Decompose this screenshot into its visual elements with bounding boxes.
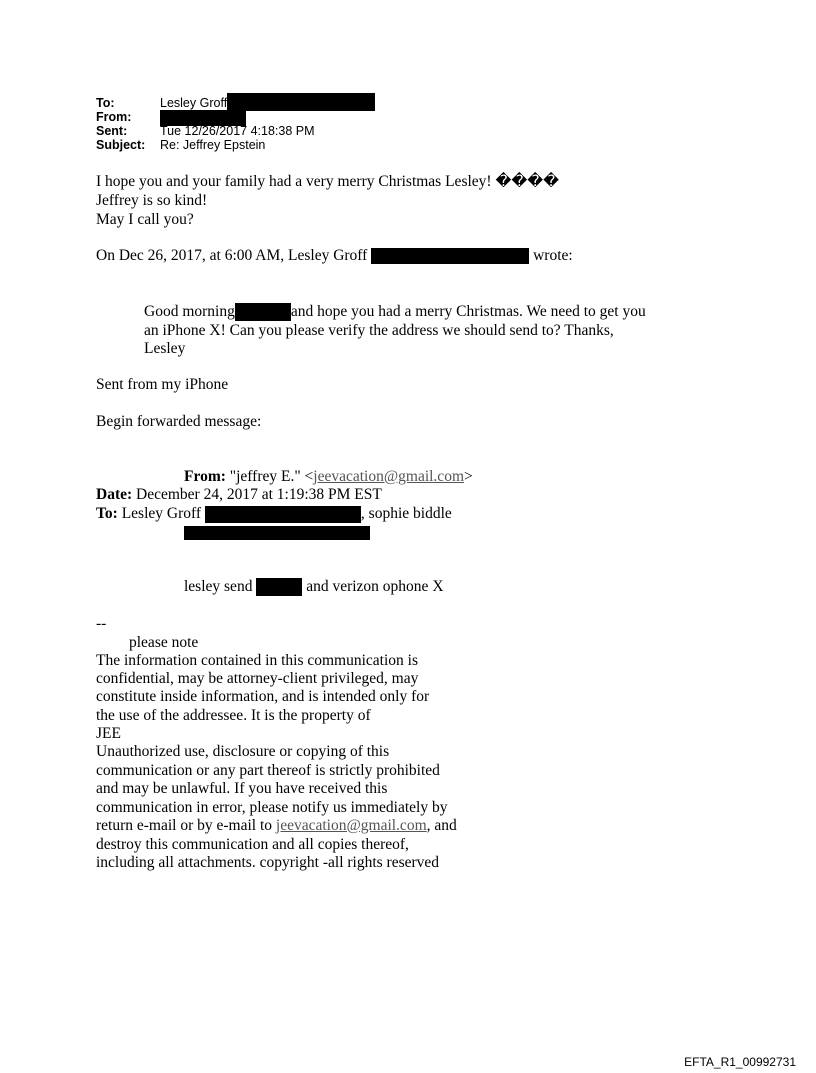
redaction-box — [184, 524, 370, 542]
body-line-2: Jeffrey is so kind! — [96, 192, 208, 209]
please-note: please note — [129, 634, 199, 651]
quote-line-3: Lesley — [144, 340, 186, 357]
forwarded-message: lesley send and verizon ophone X — [184, 578, 444, 595]
begin-forwarded-line: Begin forwarded message: — [96, 413, 262, 430]
disclaimer-line-8: and may be unlawful. If you have received this — [96, 780, 388, 797]
to-value: Lesley Groff — [160, 96, 375, 111]
forwarded-to-label: To: — [96, 505, 118, 522]
sent-value: Tue 12/26/2017 4:18:38 PM — [160, 124, 315, 138]
disclaimer-final-line: including all attachments. copyright -all rights reserved — [96, 854, 440, 871]
disclaimer-destroy-line: destroy this communication and all copies thereof, — [96, 836, 409, 853]
body-line-3: May I call you? — [96, 211, 194, 228]
subject-value: Re: Jeffrey Epstein — [160, 138, 266, 152]
redaction-box — [205, 506, 361, 523]
disclaimer-line-2: confidential, may be attorney-client privileged, may — [96, 670, 419, 687]
disclaimer-line-9: communication in error, please notify us immediately by — [96, 799, 448, 816]
disclaimer-line-7: communication or any part thereof is strictly prohibited — [96, 762, 440, 779]
redaction-box — [371, 248, 529, 264]
document-id: EFTA_R1_00992731 — [684, 1055, 796, 1069]
disclaimer-line-1: The information contained in this communication is — [96, 652, 418, 669]
quote-line-2: an iPhone X! Can you please verify the address we should send to? Thanks, — [144, 322, 614, 339]
to-label: To: — [96, 96, 115, 110]
signature-dashes: -- — [96, 615, 107, 632]
forwarded-from: From: "jeffrey E." <jeevacation@gmail.com> — [184, 468, 473, 485]
forwarded-date: Date: December 24, 2017 at 1:19:38 PM EST — [96, 486, 382, 503]
redaction-box — [256, 578, 302, 596]
quote-intro: On Dec 26, 2017, at 6:00 AM, Lesley Groff wrote: — [96, 247, 573, 264]
redaction-box — [235, 303, 291, 321]
disclaimer-line-5: JEE — [96, 725, 121, 742]
from-label: From: — [96, 110, 132, 124]
redaction-box — [227, 93, 375, 111]
forwarded-from-email-link[interactable]: jeevacation@gmail.com — [313, 468, 464, 485]
sent-label: Sent: — [96, 124, 128, 138]
quote-line-1: Good morning and hope you had a merry Christmas. We need to get you — [144, 303, 646, 320]
sent-from-line: Sent from my iPhone — [96, 376, 229, 393]
disclaimer-return-line: return e-mail or by e-mail to jeevacation@gmail.com, and — [96, 817, 457, 834]
disclaimer-line-3: constitute inside information, and is intended only for — [96, 688, 430, 705]
disclaimer-line-6: Unauthorized use, disclosure or copying of this — [96, 743, 390, 760]
disclaimer-line-4: the use of the addressee. It is the property of — [96, 707, 371, 724]
forwarded-date-label: Date: — [96, 486, 133, 503]
forwarded-from-label: From: — [184, 468, 226, 485]
body-line-1: I hope you and your family had a very merry Christmas Lesley! ���� — [96, 173, 560, 190]
forwarded-to: To: Lesley Groff , sophie biddle — [96, 505, 452, 522]
subject-label: Subject: — [96, 138, 146, 152]
disclaimer-email-link[interactable]: jeevacation@gmail.com — [275, 817, 427, 834]
